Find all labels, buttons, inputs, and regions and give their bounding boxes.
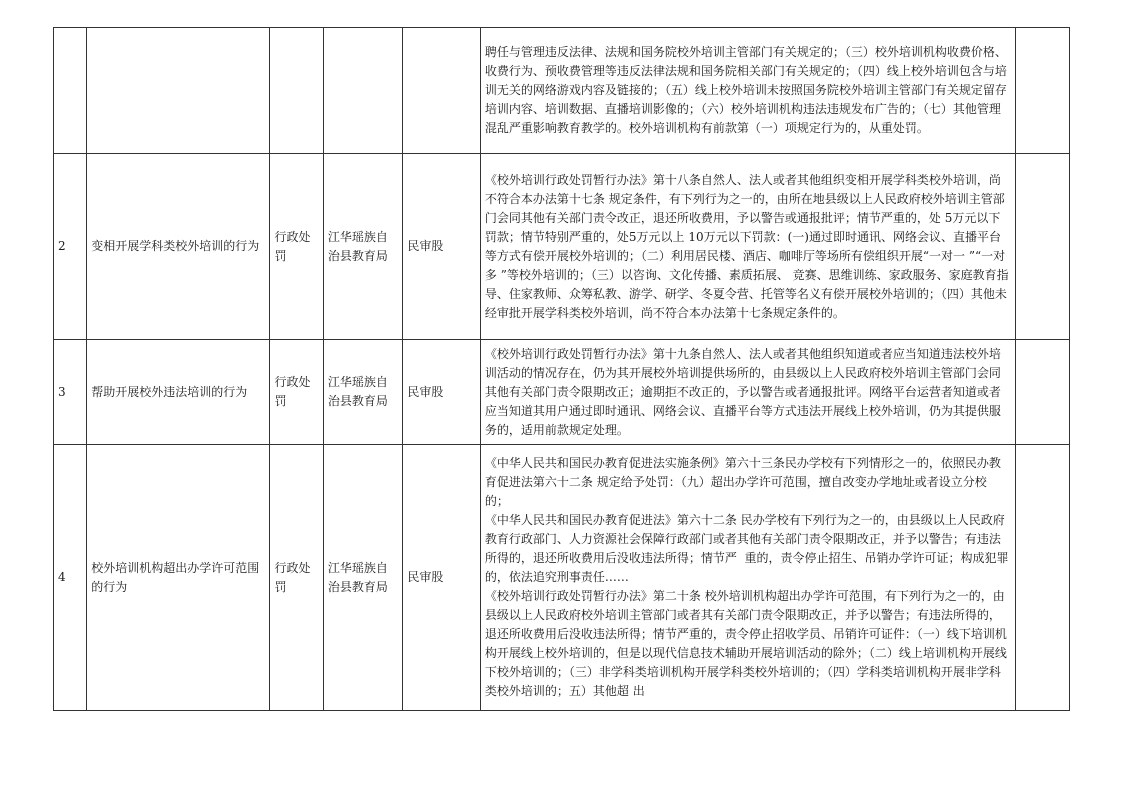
legal-basis-paragraph: 《校外培训行政处罚暂行办法》第十九条自然人、法人或者其他组织知道或者应当知道违法校外培训活动的情况存在，仍为其开展校外培训提供场所的，由县级以上人民政府校外培训主管部门会同其他有关部门责令限期改正；逾期拒不改正的，予以警告或者通报批评。网络平台运营者知道或者应当知道其用户通过即时通讯、网络会议、直播平台等方式违法开展线上校外培训，仍为其提供服务的，适用前款规定处理。 — [484, 346, 1001, 437]
item-type: 行政处罚 — [270, 154, 323, 340]
legal-basis — [480, 154, 1015, 340]
item-type — [270, 28, 323, 154]
legal-basis-paragraph: 《中华人民共和国民办教育促进法实施条例》第六十三条民办学校有下列情形之一的，依照民办教育促进法第六十二条 规定给予处罚：（九）超出办学许可范围，擅自改变办学地址或者设立分校的； — [484, 456, 1001, 508]
remarks-cell — [1015, 445, 1069, 711]
responsible-department: 民审股 — [403, 445, 481, 711]
row-number: 4 — [54, 445, 87, 711]
responsible-department: 民审股 — [403, 154, 481, 340]
remarks-cell — [1015, 28, 1069, 154]
legal-basis-paragraph: 《中华人民共和国民办教育促进法》第六十二条 民办学校有下列行为之一的，由县级以上人民政府教育行政部门、人力资源社会保障行政部门或者其他有关部门责令限期改正，并予以警告；有违法所得的，退还所收费用后没收违法所得；情节严 重的，责令停止招生、吊销办学许可证；构成犯罪的，依法追究刑事责任…… — [484, 513, 1009, 584]
legal-basis — [480, 28, 1015, 154]
item-name: 变相开展学科类校外培训的行为 — [87, 154, 270, 340]
remarks-cell — [1015, 154, 1069, 340]
item-name: 校外培训机构超出办学许可范围的行为 — [87, 445, 270, 711]
table-row — [54, 340, 1070, 445]
table-row — [54, 28, 1070, 154]
legal-basis — [480, 340, 1015, 445]
table-row — [54, 445, 1070, 711]
item-type: 行政处罚 — [270, 445, 323, 711]
row-number: 2 — [54, 154, 87, 340]
item-name: 帮助开展校外违法培训的行为 — [87, 340, 270, 445]
penalty-table — [53, 27, 1070, 711]
enforcement-agency: 江华瑶族自治县教育局 — [323, 445, 403, 711]
row-number — [54, 28, 87, 154]
legal-basis-paragraph: 《校外培训行政处罚暂行办法》第十八条自然人、法人或者其他组织变相开展学科类校外培训，尚不符合本办法第十七条 规定条件，有下列行为之一的，由所在地县级以上人民政府校外培训主管部门会同其他有关部门责令改正，退还所收费用，予以警告或通报批评；情节严重的，处 5万元以下罚款；情节特别严重的，处5万元以上 10万元以下罚款：(一)通过即时通讯、网络会议、直播平台等方式有偿开展校外培训的；（二）利用居民楼、酒店、咖啡厅等场所有偿组织开展“一对一 ”“一对多 ”等校外培训的；（三）以咨询、文化传播、素质拓展、 竞赛、思维训练、家政服务、家庭教育指导、住家教师、众筹私教、游学、研学、冬夏令营、托管等名义有偿开展校外培训的；（四）其他未经审批开展学科类校外培训，尚不符合本办法第十七条规定条件的。 — [484, 172, 1009, 320]
row-number: 3 — [54, 340, 87, 445]
item-type: 行政处罚 — [270, 340, 323, 445]
legal-basis-paragraph: 聘任与管理违反法律、法规和国务院校外培训主管部门有关规定的；（三）校外培训机构收费价格、收费行为、预收费管理等违反法律法规和国务院相关部门有关规定的；（四）线上校外培训包含与培训无关的网络游戏内容及链接的；（五）线上校外培训未按照国务院校外培训主管部门有关规定留存培训内容、培训数据、直播培训影像的；（六）校外培训机构违法违规发布广告的；（七）其他管理混乱严重影响教育教学的。校外培训机构有前款第（一）项规定行为的，从重处罚。 — [484, 45, 1007, 135]
enforcement-agency — [323, 28, 403, 154]
legal-basis-paragraph: 《校外培训行政处罚暂行办法》第二十条 校外培训机构超出办学许可范围，有下列行为之一的，由县级以上人民政府校外培训主管部门或者其有关部门责令限期改正，并予以警告；有违法所得的，退还所收费用后没收违法所得；情节严重的，责令停止招收学员、吊销许可证件：（一）线下培训机构开展线上校外培训的，但是以现代信息技术辅助开展培训活动的除外；（二）线上培训机构开展线下校外培训的；（三）非学科类培训机构开展学科类校外培训的；（四）学科类培训机构开展非学科类校外培训的；五）其他超 出 — [484, 589, 1007, 698]
enforcement-agency: 江华瑶族自治县教育局 — [323, 154, 403, 340]
legal-basis — [480, 445, 1015, 711]
table-row — [54, 154, 1070, 340]
remarks-cell — [1015, 340, 1069, 445]
item-name — [87, 28, 270, 154]
responsible-department: 民审股 — [403, 340, 481, 445]
enforcement-agency: 江华瑶族自治县教育局 — [323, 340, 403, 445]
responsible-department — [403, 28, 481, 154]
